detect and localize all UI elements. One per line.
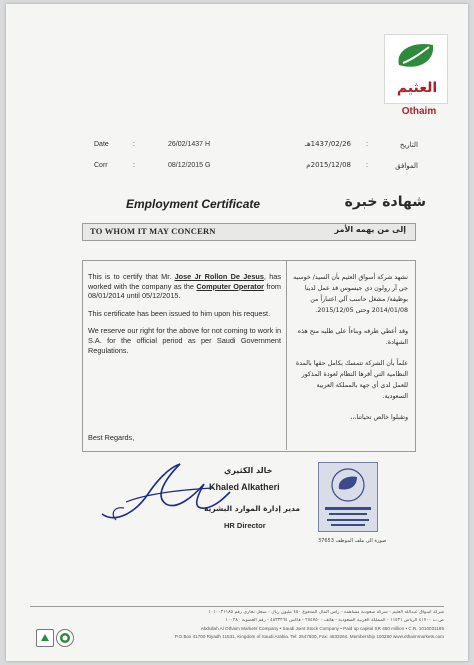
copy-to-file-note: صورة الى ملف الموظف 37653 — [318, 538, 387, 544]
certificate-page — [6, 4, 468, 661]
p1-middle: , has worked with the company as the — [88, 272, 281, 291]
footer-divider — [30, 606, 444, 607]
arabic-paragraph-1: نشهد شركة أسواق العثيم بأن السيد/ خوسيه جي آر رولون دي جيسوس قد عمل لدينا بوظيفة/ مشغل حاسب آلي اعتباراً من 2014/01/08 وحتى 2015/12/05. — [293, 274, 408, 314]
english-body — [88, 272, 281, 363]
english-paragraph-3: We reserve our right for the above for not coming to work in S.A. for the official period as per Saudi Government Regulations. — [88, 326, 281, 355]
title-english: Employment Certificate — [126, 197, 261, 211]
concern-arabic: إلى من يهمه الأمر — [334, 225, 406, 234]
date-label: Date — [94, 141, 109, 148]
arabic-paragraph-3: علماً بأن الشركة تتمسك بكامل حقها بالمدة النظامية التي أقرها النظام لعودة المذكور للعمل لدى أي جهة بالمملكة العربية السعودية. — [295, 360, 408, 400]
corr-ar-colon: : — [366, 162, 368, 169]
corr-label: Corr — [94, 162, 108, 169]
signatory-name-arabic: خالد الكثيري — [224, 466, 273, 475]
concern-english: TO WHOM IT MAY CONCERN — [90, 226, 216, 236]
signatory-title-english: HR Director — [224, 521, 266, 530]
corr-colon: : — [133, 162, 135, 169]
footer-line-4: P.O.Box 41700 Riyadh 11531, Kingdom of Saudi Arabia. Tel: 2547500, Fax: 4833264. Membership 100280 www.othaimmarkets.com — [174, 634, 444, 639]
corr-ar-value: 2015/12/08م — [306, 161, 351, 169]
logo-english-name: Othaim — [401, 106, 437, 117]
english-paragraph-1 — [88, 272, 281, 301]
certification-icon — [36, 629, 54, 647]
company-stamp — [318, 462, 378, 532]
corr-value: 08/12/2015 G — [168, 162, 211, 169]
logo-arabic-name: العثيم — [396, 80, 438, 96]
corr-ar-label: الموافق — [395, 162, 418, 170]
date-ar-label: التاريخ — [399, 141, 418, 149]
footer-line-2: ص.ب ٤١٧٠٠ الرياض ١١٥٣١ - المملكة العربية السعودية - هاتف ٢٥٤٧٥٠٠ - فاكس ٤٨٣٣٢٦٤ - رقم العضوية ١٠٠٢٨٠ — [225, 618, 444, 623]
footer-line-3: Abdullah Al Othaim Markets Company • Saudi Joint Stock Company • Paid up capital SR 450 million • C.R. 1010031185 — [200, 626, 444, 631]
p1-dates: from 08/01/2014 until 05/12/2015. — [88, 281, 282, 301]
best-regards: Best Regards, — [88, 433, 135, 442]
leaf-icon — [385, 35, 447, 79]
arabic-paragraph-2: وقد أعطي طرفه وبناءاً على طلبه منح هذه الشهادة. — [297, 328, 408, 346]
english-paragraph-2: This certificate has been issued to him upon his request. — [88, 308, 271, 318]
arabic-body — [290, 272, 408, 433]
date-ar-colon: : — [366, 141, 368, 148]
date-colon: : — [133, 141, 135, 148]
signatory-name-english: Khaled Alkatheri — [209, 482, 280, 492]
employee-name: Jose Jr Rollon De Jesus — [174, 272, 264, 281]
employee-position: Computer Operator — [196, 281, 265, 291]
arabic-paragraph-4: وتقبلوا خالص تحياتنا،،، — [350, 414, 408, 421]
p1-intro: This is to certify that Mr. — [88, 272, 175, 281]
handwritten-signature — [96, 454, 236, 534]
date-value: 26/02/1437 H — [168, 141, 211, 148]
title-arabic: شهادة خبرة — [344, 194, 426, 210]
date-ar-value: 1437/02/26هـ — [304, 140, 351, 148]
footer-line-1: شركة أسواق عبدالله العثيم - شركة سعودية مساهمة - رأس المال المدفوع ٤٥٠ مليون ريال - سجل تجاري رقم ١٠١٠٠٣١١٨٥ — [208, 610, 444, 615]
body-divider — [286, 260, 287, 450]
signatory-title-arabic: مدير إدارة الموارد البشرية — [204, 504, 300, 513]
quality-seal-icon — [56, 629, 74, 647]
stamp-emblem-icon — [319, 463, 377, 531]
